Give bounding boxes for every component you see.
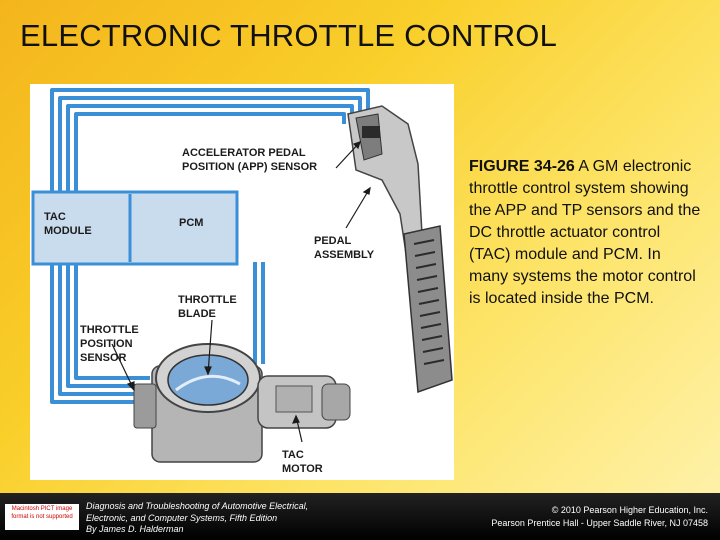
citation-line-3: By James D. Halderman — [86, 524, 184, 534]
throttle-diagram — [30, 84, 454, 480]
throttle-blade-label-line2: BLADE — [178, 308, 216, 320]
caption-text: A GM electronic throttle control system showing the APP and TP sensors and the DC throttle actuator control (TAC) module and PCM. In many systems the motor control is located inside the PCM. — [469, 158, 701, 307]
app-sensor-label-line1: ACCELERATOR PEDAL — [182, 147, 306, 159]
tps-label-line3: SENSOR — [80, 352, 127, 364]
pcm-label: PCM — [179, 217, 204, 229]
pedal-assembly-label-line2: ASSEMBLY — [314, 249, 375, 261]
tps-label-line1: THROTTLE — [80, 324, 139, 336]
slide-title: ELECTRONIC THROTTLE CONTROL — [20, 18, 558, 53]
copyright-line-2: Pearson Prentice Hall - Upper Saddle River, NJ 07458 — [491, 518, 708, 528]
throttle-body-illustration — [134, 344, 350, 462]
copyright-line-1: © 2010 Pearson Higher Education, Inc. — [551, 505, 708, 515]
copyright-notice — [408, 504, 708, 530]
tps-label-line2: POSITION — [80, 338, 133, 350]
tac-motor-label-line1: TAC — [282, 449, 304, 461]
citation-line-2: Electronic, and Computer Systems, Fifth Edition — [86, 512, 278, 523]
throttle-blade-label-line1: THROTTLE — [178, 294, 237, 306]
figure-number: FIGURE 34-26 — [469, 158, 575, 175]
app-sensor-label-line2: POSITION (APP) SENSOR — [182, 161, 318, 173]
pedal-assembly-label-line1: PEDAL — [314, 235, 352, 247]
citation-line-1: Diagnosis and Troubleshooting of Automotive Electrical, — [86, 501, 309, 511]
tac-module-label-line2: MODULE — [44, 225, 92, 237]
tac-motor-label-line2: MOTOR — [282, 463, 323, 475]
footer-bar — [0, 493, 720, 540]
tac-module-label-line1: TAC — [44, 211, 66, 223]
pict-placeholder-image: Macintosh PICT image format is not supported — [5, 504, 79, 530]
figure-caption — [469, 156, 701, 310]
book-citation — [86, 501, 386, 536]
diagram-canvas — [30, 84, 454, 480]
